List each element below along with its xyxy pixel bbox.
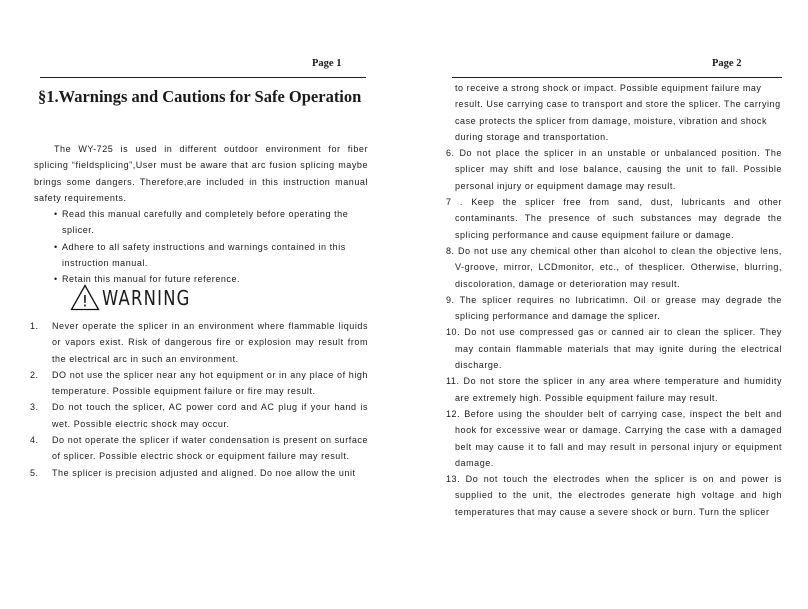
item-number: 2. xyxy=(30,369,39,380)
item-text: Keep the splicer free from sand, dust, lubricants and other contaminants. The presence of such substances may degrade the splicing performance and cause equipment failure or damage. xyxy=(455,197,782,240)
caution-item xyxy=(446,292,782,325)
item-number: 1. xyxy=(30,321,39,331)
caution-item xyxy=(446,373,782,406)
warning-item xyxy=(30,465,368,481)
item-text: Do not place the splicer in an unstable or unbalanced position. The splicer may shift and lose balance, causing the unit to fall. Possible personal injury or equipment damage may result. xyxy=(455,148,782,191)
item-number: 13. xyxy=(446,474,461,485)
caution-list xyxy=(446,80,782,520)
section-title: §1.Warnings and Cautions for Safe Operation xyxy=(38,87,362,106)
warning-item xyxy=(30,367,368,400)
item-text: Do not touch the splicer, AC power cord and AC plug if your hand is wet. Possible electric shock may occur. xyxy=(52,402,368,429)
right-page xyxy=(444,0,784,609)
item-number: 11. xyxy=(446,376,460,387)
bullet-mark: • xyxy=(54,274,58,285)
item-text: DO not use the splicer near any hot equipment or in any place of high temperature. Possible equipment failure or fire may result. xyxy=(52,369,368,397)
item-number: 9. xyxy=(446,294,455,305)
warning-item xyxy=(30,399,368,432)
item-number: 3. xyxy=(30,402,39,413)
bullet-text: Retain this manual for future reference. xyxy=(62,274,241,285)
warning-symbol: ! xyxy=(81,291,89,311)
item-number: 8. xyxy=(446,245,455,256)
item-text: Do not touch the electrodes when the splicer is on and power is supplied to the unit, the electrodes generate high voltage and high temperatures that may cause a severe shock or burn. Turn the splicer xyxy=(455,474,782,517)
item-number: 5. xyxy=(30,467,39,478)
warning-triangle-icon xyxy=(70,284,100,311)
warning-item xyxy=(30,318,368,367)
item-number: 6. xyxy=(446,148,455,159)
item-text: Never operate the splicer in an environment where flammable liquids or vapors exist. Risk of dangerous fire or explosion may result from the electrical arc in such an environment. xyxy=(52,321,368,364)
left-page xyxy=(30,0,372,609)
warning-heading xyxy=(70,284,210,311)
bullet-mark: • xyxy=(54,209,58,220)
caution-item xyxy=(446,145,782,194)
caution-item xyxy=(446,194,782,243)
header-rule xyxy=(452,77,782,78)
item-text: Before using the shoulder belt of carrying case, inspect the belt and hook for excessive wear or damage. Carrying the case with a damaged belt may cause it to fall and may result in personal injury or equipment damage. xyxy=(455,408,782,468)
warning-list xyxy=(30,318,368,481)
bullet-mark: • xyxy=(54,241,58,252)
page-number: Page 1 xyxy=(312,58,342,69)
warning-item xyxy=(30,432,368,465)
item-text: The splicer requires no lubricatimn. Oil or grease may degrade the splicing performance and damage the splicer. xyxy=(455,294,782,322)
item-text: Do not store the splicer in any area where temperature and humidity are extremely high. Possible equipment failure may result. xyxy=(455,376,782,403)
item-number: 12. xyxy=(446,408,461,419)
bullet-text: Read this manual carefully and completely before operating the splicer. xyxy=(62,209,349,236)
caution-item xyxy=(446,471,782,520)
intro-block xyxy=(34,141,368,288)
header-rule xyxy=(40,77,366,78)
item-number: 7 . xyxy=(446,197,463,208)
bullet-item xyxy=(54,239,368,272)
caution-item xyxy=(446,406,782,471)
item-text: Do not use compressed gas or canned air to clean the splicer. They may contain flammable materials that may ignite during the electrical discharge. xyxy=(455,327,782,371)
bullet-text: Adhere to all safety instructions and warnings contained in this instruction manual. xyxy=(62,241,346,269)
caution-item xyxy=(446,243,782,292)
bullet-item xyxy=(54,206,368,239)
warning-label: WARNING xyxy=(102,285,191,310)
item-text: Do not use any chemical other than alcohol to clean the objective lens, V-groove, mirror, LCDmonitor, etc., of thesplicer. Otherwise, blurring, discoloration, damage or deterioration may result. xyxy=(455,245,782,289)
continued-text: to receive a strong shock or impact. Possible equipment failure may result. Use carrying case to transport and store the splicer. The carrying case protects the splicer from damage, moisture, vibration and shock during storage and transportation. xyxy=(455,83,781,142)
item-number: 4. xyxy=(30,435,39,446)
page-number: Page 2 xyxy=(712,58,742,69)
intro-paragraph: The WY-725 is used in different outdoor environment for fiber splicing “fieldsplicing”,User must be aware that arc fusion splicing maybe brings some dangers. Therefore,are included in this instruction manual safety requirements. xyxy=(34,144,368,203)
caution-item xyxy=(446,324,782,373)
item-number: 10. xyxy=(446,327,461,338)
item-text: The splicer is precision adjusted and aligned. Do noe allow the unit xyxy=(52,467,356,478)
item-text: Do not operate the splicer if water condensation is present on surface of splicer. Possible electric shock or equipment failure may result. xyxy=(52,435,368,462)
